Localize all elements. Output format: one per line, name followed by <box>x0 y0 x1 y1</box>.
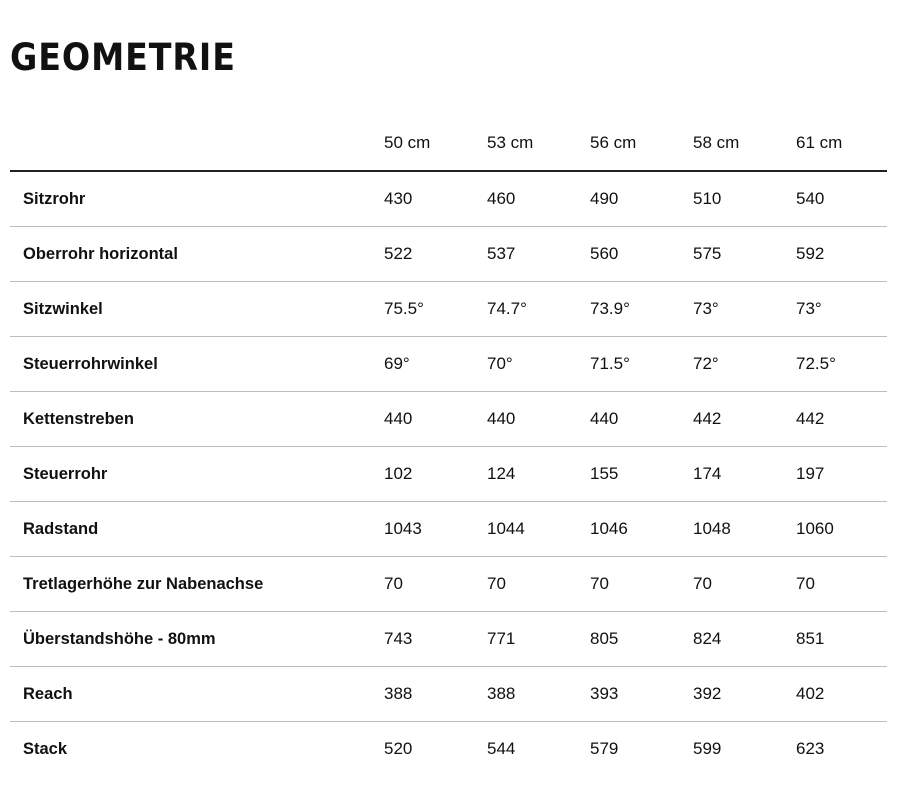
value-cell-61: 402 <box>796 667 887 722</box>
value-cell-58: 575 <box>693 227 796 282</box>
value-cell-58: 510 <box>693 171 796 227</box>
value-cell-53: 124 <box>487 447 590 502</box>
row-label: Stack <box>23 739 68 758</box>
value-cell-50: 75.5° <box>384 282 487 337</box>
value-cell-56: 70 <box>590 557 693 612</box>
value-cell-61: 623 <box>796 739 825 758</box>
value-cell-58: 442 <box>693 392 796 447</box>
value-cell-53: 537 <box>487 227 590 282</box>
size-header-50: 50 cm <box>384 113 487 171</box>
value-cell-50: 743 <box>384 612 487 667</box>
row-label: Steuerrohr <box>10 447 384 502</box>
row-label: Kettenstreben <box>10 392 384 447</box>
table-row <box>10 557 887 612</box>
value-cell-53: 460 <box>487 171 590 227</box>
value-cell-61: 851 <box>796 612 887 667</box>
table-row <box>10 282 887 337</box>
value-cell-61: 73° <box>796 282 887 337</box>
value-cell-61: 70 <box>796 557 887 612</box>
page-title: GEOMETRIE <box>10 36 236 79</box>
table-row <box>10 502 887 557</box>
value-cell-58: 1048 <box>693 502 796 557</box>
value-cell-50: 70 <box>384 557 487 612</box>
value-cell-53: 544 <box>487 739 516 758</box>
value-cell-61: 540 <box>796 171 887 227</box>
size-header-56: 56 cm <box>590 113 693 171</box>
value-cell-53: 771 <box>487 612 590 667</box>
row-label: Steuerrohrwinkel <box>10 337 384 392</box>
value-cell-58: 73° <box>693 282 796 337</box>
value-cell-50: 522 <box>384 227 487 282</box>
value-cell-58: 824 <box>693 612 796 667</box>
value-cell-58: 392 <box>693 667 796 722</box>
value-cell-56: 440 <box>590 392 693 447</box>
value-cell-61: 592 <box>796 227 887 282</box>
value-cell-58: 599 <box>693 739 722 758</box>
value-cell-53: 70° <box>487 337 590 392</box>
value-cell-56: 71.5° <box>590 337 693 392</box>
value-cell-56: 393 <box>590 667 693 722</box>
value-cell-58: 72° <box>693 337 796 392</box>
value-cell-53: 440 <box>487 392 590 447</box>
table-row <box>10 667 887 722</box>
value-cell-56: 560 <box>590 227 693 282</box>
row-label: Reach <box>10 667 384 722</box>
value-cell-53: 70 <box>487 557 590 612</box>
value-cell-50: 430 <box>384 171 487 227</box>
value-cell-56: 805 <box>590 612 693 667</box>
size-header-61: 61 cm <box>796 113 887 171</box>
size-header-53: 53 cm <box>487 113 590 171</box>
table-row <box>10 227 887 282</box>
value-cell-61: 1060 <box>796 502 887 557</box>
table-row <box>10 171 887 227</box>
value-cell-53: 74.7° <box>487 282 590 337</box>
value-cell-56: 73.9° <box>590 282 693 337</box>
geometry-table <box>10 113 887 776</box>
value-cell-53: 1044 <box>487 502 590 557</box>
table-row <box>10 392 887 447</box>
row-label: Sitzrohr <box>10 171 384 227</box>
table-header-row <box>10 113 887 171</box>
value-cell-61: 442 <box>796 392 887 447</box>
value-cell-56: 490 <box>590 171 693 227</box>
table-row <box>10 447 887 502</box>
value-cell-56: 579 <box>590 739 619 758</box>
value-cell-50: 388 <box>384 667 487 722</box>
value-cell-56: 155 <box>590 447 693 502</box>
table-body <box>10 171 887 776</box>
value-cell-56: 1046 <box>590 502 693 557</box>
table-row <box>10 612 887 667</box>
row-label: Tretlagerhöhe zur Nabenachse <box>10 557 384 612</box>
value-cell-58: 174 <box>693 447 796 502</box>
value-cell-53: 388 <box>487 667 590 722</box>
value-cell-50: 69° <box>384 337 487 392</box>
size-header-58: 58 cm <box>693 113 796 171</box>
value-cell-50: 440 <box>384 392 487 447</box>
table-row <box>10 337 887 392</box>
table-header-corner <box>10 113 384 171</box>
table-row <box>10 722 887 777</box>
value-cell-50: 520 <box>384 739 413 758</box>
value-cell-50: 102 <box>384 447 487 502</box>
value-cell-61: 197 <box>796 447 887 502</box>
value-cell-50: 1043 <box>384 502 487 557</box>
row-label: Sitzwinkel <box>10 282 384 337</box>
row-label: Überstandshöhe - 80mm <box>10 612 384 667</box>
row-label: Radstand <box>10 502 384 557</box>
value-cell-61: 72.5° <box>796 337 887 392</box>
value-cell-58: 70 <box>693 557 796 612</box>
row-label: Oberrohr horizontal <box>10 227 384 282</box>
